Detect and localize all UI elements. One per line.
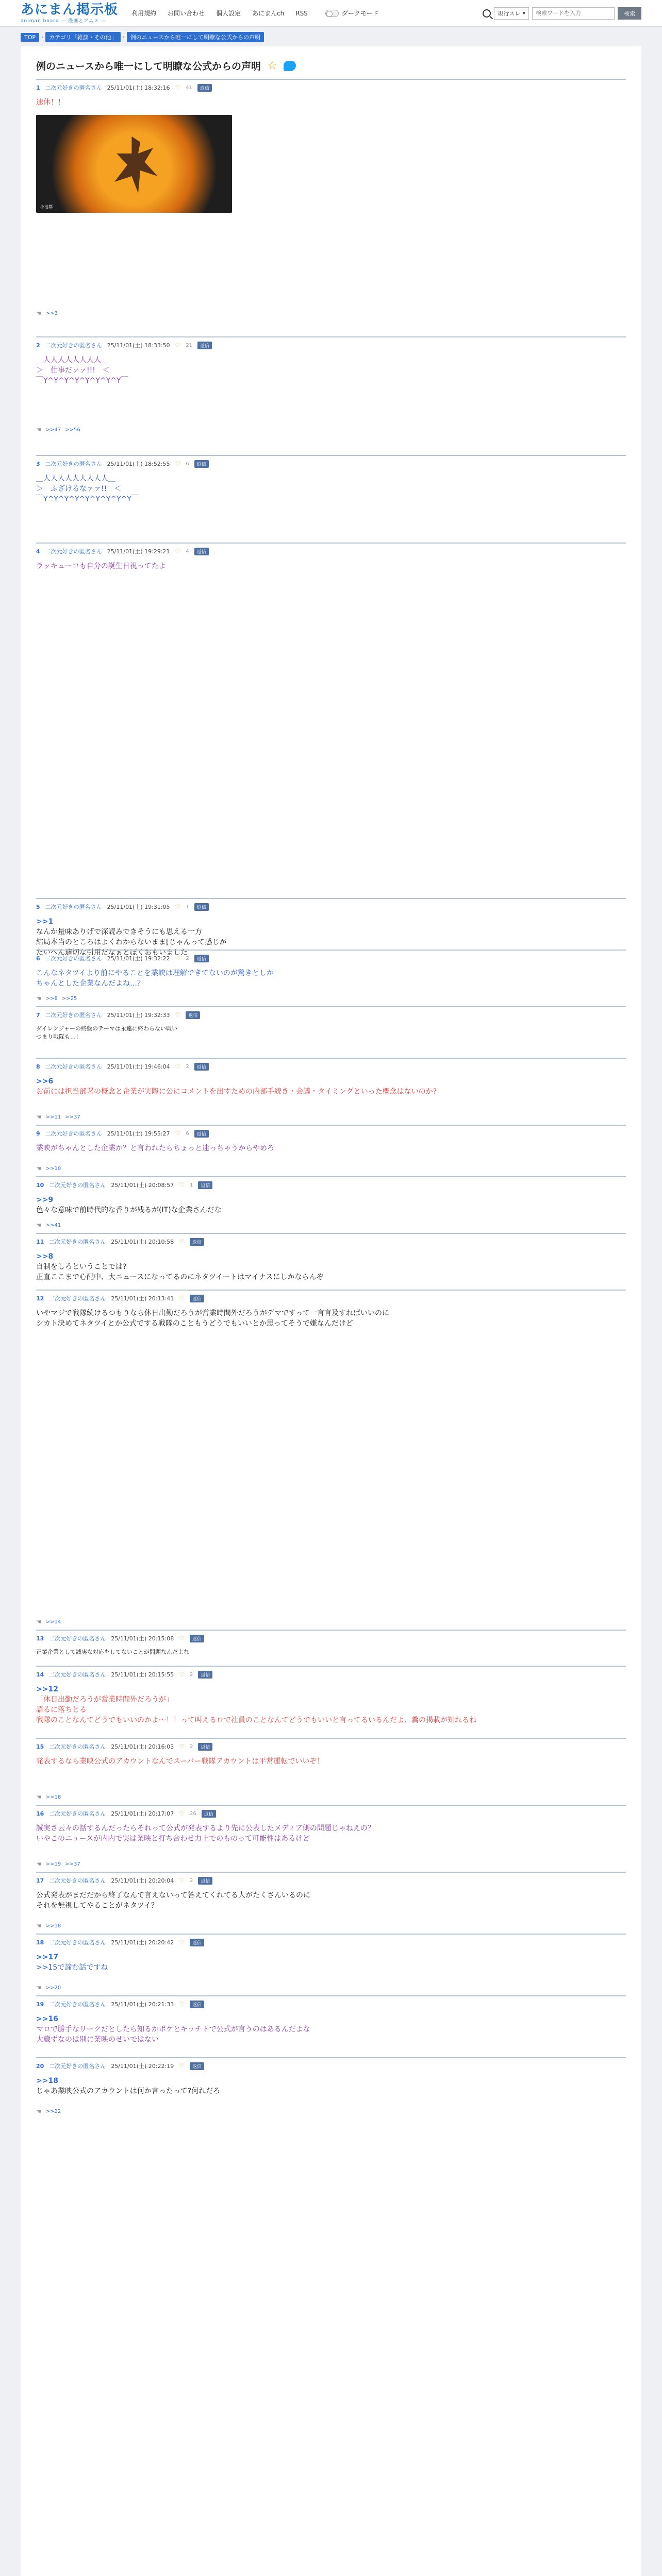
post-footer [36, 1860, 80, 1868]
like-count: 1 [189, 1182, 193, 1188]
hand-pointer-icon: ☚ [36, 1922, 42, 1929]
reply-anchor-link[interactable]: >>37 [65, 1861, 80, 1867]
post-body [36, 1138, 626, 1154]
like-heart-icon[interactable]: ♡ [175, 1011, 181, 1019]
post-body [36, 1071, 626, 1097]
post [36, 1006, 626, 1058]
like-heart-icon[interactable]: ♡ [175, 1130, 181, 1137]
like-heart-icon[interactable]: ♡ [179, 2001, 185, 2008]
poster-name: 二次元好きの匿名さん [49, 1635, 106, 1642]
post-text-line: ダイレンジャーの終盤のテーマは永遠に終わらない戦い [36, 1025, 178, 1032]
poster-name: 二次元好きの匿名さん [45, 461, 102, 467]
post-number[interactable]: 20 [36, 2062, 44, 2070]
poster-name: 二次元好きの匿名さん [45, 548, 102, 555]
post-body [36, 1818, 626, 1844]
post-date: 25/11/01(土) 18:32:16 [107, 84, 170, 91]
post-text-line: ￣Y^Y^Y^Y^Y^Y^Y^Y^Y￣ [36, 495, 139, 503]
like-heart-icon[interactable]: ♡ [175, 342, 181, 349]
anchor-link[interactable]: >>12 [36, 1685, 58, 1693]
post-number[interactable]: 5 [36, 903, 40, 910]
post-header [36, 1938, 626, 1947]
post-footer [36, 1922, 61, 1929]
post-number[interactable]: 2 [36, 342, 40, 349]
reply-anchor-link[interactable]: >>20 [45, 1985, 61, 1991]
post-body [36, 963, 626, 989]
like-heart-icon[interactable]: ♡ [179, 1295, 185, 1302]
reply-button[interactable]: 返信 [194, 903, 209, 911]
post-date: 25/11/01(土) 19:46:04 [107, 1063, 170, 1070]
reply-button[interactable]: 返信 [194, 548, 209, 555]
post [36, 2057, 626, 2119]
post-number[interactable]: 15 [36, 1743, 44, 1750]
post-date: 25/11/01(土) 19:31:05 [107, 904, 170, 910]
hand-pointer-icon: ☚ [36, 1113, 42, 1121]
post-footer [36, 1618, 61, 1625]
post-text-line: 正直ここまで心配中、大ニュースになってるのにネタツイートはマイナスにしかならんぞ [36, 1273, 324, 1281]
post-date: 25/11/01(土) 20:10:58 [111, 1239, 174, 1245]
poster-name: 二次元好きの匿名さん [45, 84, 102, 91]
post [36, 1666, 626, 1738]
post-footer [36, 426, 80, 433]
reply-anchor-link[interactable]: >>22 [45, 2108, 61, 2114]
post-header [36, 459, 626, 468]
post-footer [36, 1984, 61, 1991]
poster-name: 二次元好きの匿名さん [49, 2001, 106, 2008]
search-icon [483, 9, 491, 18]
favorite-star-icon[interactable]: ☆ [267, 59, 277, 72]
post-text-line: 戦隊のことなんてどうでもいいのかよ～！！って叫えるロで社員のことなんてどうでもいいと言ってるいるんだよ、糞の掲載が知れるね [36, 1716, 476, 1724]
anchor-link[interactable]: >>18 [36, 2077, 58, 2085]
post-footer [36, 1793, 61, 1801]
breadcrumb-top[interactable]: TOP [21, 33, 39, 42]
like-count: 2 [186, 955, 189, 961]
post-text-line: シカト決めてネタツイとか公式でする戦隊のこともうどうでもいいとか思ってそうで嫌なんだけど [36, 1319, 353, 1328]
post-number[interactable]: 3 [36, 460, 40, 467]
post-text-line: ＿人人人人人人人人＿ [36, 356, 108, 364]
post [36, 950, 626, 1006]
reply-button[interactable]: 返信 [194, 1063, 209, 1071]
anchor-link[interactable]: >>8 [36, 1252, 54, 1261]
post-text-line: 公式発表がまだだから終了なんて言えないって答えてくれてる人がたくさんいるのに [36, 1891, 310, 1900]
post-number[interactable]: 16 [36, 1810, 44, 1817]
post-text-line: マロで勝手なリークだとしたら知るかボケとキッチトで公式が言うのはあるんだよな [36, 2025, 310, 2033]
reply-anchor-link[interactable]: >>8 [45, 995, 58, 1002]
like-heart-icon[interactable]: ♡ [175, 548, 181, 555]
like-heart-icon[interactable]: ♡ [179, 1181, 185, 1189]
post-text-line: 誠実さ云々の話するんだったらそれって公式が発表するより先に公表したメディア側の問題じゃねえの？ [36, 1824, 375, 1833]
post [36, 1805, 626, 1872]
post-date: 25/11/01(土) 19:32:22 [107, 955, 170, 962]
post-text-line: たいへん適切な引用だなぁとぼくおもいました [36, 948, 188, 957]
post-footer [36, 995, 77, 1002]
post [36, 1176, 626, 1233]
hand-pointer-icon: ☚ [36, 1222, 42, 1229]
hand-pointer-icon: ☚ [36, 310, 42, 317]
like-count: 6 [186, 1130, 189, 1137]
hand-pointer-icon: ☚ [36, 426, 42, 433]
post-text-line: なんか量味ありげで深読みできそうにも思える一方 [36, 928, 202, 936]
like-count: 2 [189, 1877, 193, 1884]
search-scope-select[interactable] [494, 7, 529, 20]
post-date: 25/11/01(土) 19:29:21 [107, 548, 170, 555]
breadcrumb [0, 27, 662, 42]
post-header [36, 1237, 626, 1246]
post-header [36, 1129, 626, 1138]
post-header [36, 1999, 626, 2009]
reply-button[interactable]: 返信 [197, 84, 212, 92]
nav-rss[interactable]: RSS [295, 9, 308, 17]
reply-button[interactable]: 返信 [197, 342, 212, 349]
like-heart-icon[interactable]: ♡ [179, 1810, 185, 1817]
reply-button[interactable]: 返信 [190, 1238, 204, 1246]
post-text-line: それを無視してやることがネタツイ？ [36, 1902, 158, 1910]
post-text-line: ￣Y^Y^Y^Y^Y^Y^Y^Y￣ [36, 377, 128, 385]
post-date: 25/11/01(土) 20:13:41 [111, 1295, 174, 1302]
poster-name: 二次元好きの匿名さん [49, 1182, 106, 1189]
reply-anchor-link[interactable]: >>19 [45, 1861, 61, 1867]
reply-button[interactable]: 返信 [198, 1671, 212, 1679]
post [36, 543, 626, 898]
post-number[interactable]: 6 [36, 955, 40, 962]
like-count: 26 [189, 1810, 196, 1817]
thread-panel [21, 46, 641, 2576]
like-count: 6 [186, 461, 189, 467]
like-heart-icon[interactable]: ♡ [175, 84, 181, 91]
post [36, 79, 626, 321]
post-date: 25/11/01(土) 20:22:19 [111, 2063, 174, 2070]
post-body [36, 1643, 626, 1656]
reply-button[interactable]: 返信 [190, 1635, 204, 1642]
post-body [36, 556, 626, 571]
post-text-line: 自制をしろということでは? [36, 1263, 127, 1271]
breadcrumb-separator-icon: › [122, 34, 125, 40]
post-number[interactable]: 17 [36, 1877, 44, 1884]
reply-anchor-link[interactable]: >>18 [45, 1923, 61, 1929]
breadcrumb-separator-icon: › [41, 34, 44, 40]
post-date: 25/11/01(土) 19:32:33 [107, 1012, 170, 1019]
post-text-line: こんなネタツイより前にやることを業峡は理解できてないのが驚きとしか [36, 969, 274, 977]
post-header [36, 1670, 626, 1679]
reply-anchor-link[interactable]: >>14 [45, 1619, 61, 1625]
poster-name: 二次元好きの匿名さん [49, 1295, 106, 1302]
reply-button[interactable]: 返信 [202, 1810, 216, 1818]
post-header [36, 902, 626, 911]
post-date: 25/11/01(土) 20:21:33 [111, 2001, 174, 2008]
post-number[interactable]: 7 [36, 1011, 40, 1019]
post [36, 1058, 626, 1125]
post-header [36, 1876, 626, 1885]
nav-terms[interactable]: 利用規約 [131, 10, 157, 17]
poster-name: 二次元好きの匿名さん [49, 1239, 106, 1245]
post-body [36, 1751, 626, 1767]
poster-name: 二次元好きの匿名さん [45, 1012, 102, 1019]
post-number[interactable]: 14 [36, 1671, 44, 1678]
post-text-line: じゃあ業映公式のアカウントは何か言ったって?何れだろ [36, 2087, 221, 2095]
site-header [0, 0, 662, 27]
post-body [36, 92, 626, 108]
post-text-line: 大蔵ずなのは別に業映のせいではない [36, 2036, 159, 2044]
post-date: 25/11/01(土) 20:20:42 [111, 1939, 174, 1946]
post-body [36, 1190, 626, 1215]
post-number[interactable]: 1 [36, 84, 40, 91]
post-header [36, 1010, 626, 1020]
post-footer [36, 1165, 61, 1172]
chevron-down-icon: ▾ [522, 10, 525, 16]
post-number[interactable]: 4 [36, 548, 40, 555]
post-header [36, 1180, 626, 1190]
hand-pointer-icon: ☚ [36, 1860, 42, 1868]
post-number[interactable]: 19 [36, 2001, 44, 2008]
logo-text[interactable]: あにまん掲示板 [21, 2, 119, 18]
reply-button[interactable]: 返信 [194, 1130, 209, 1138]
poster-name: 二次元好きの匿名さん [45, 342, 102, 349]
anchor-link[interactable]: >>9 [36, 1196, 54, 1204]
post-date: 25/11/01(土) 20:15:08 [111, 1635, 174, 1642]
post-body [36, 2071, 626, 2096]
post-header [36, 1634, 626, 1643]
post-text-line: お前には担当部署の概念と企業が実際に公にコメントを出すための内部手続き・会議・タイミングといった概念はないのか? [36, 1088, 437, 1096]
reply-button[interactable]: 返信 [198, 1877, 212, 1885]
like-count: 2 [189, 1743, 193, 1750]
reply-anchor-link[interactable]: >>18 [45, 1794, 61, 1800]
post-text-line: 業映がちゃんとした企業か？と言われたらちょっと迷っちゃうからやめろ [36, 1144, 274, 1153]
image-caption: 小池都 [40, 205, 53, 209]
reply-anchor-link[interactable]: >>47 [45, 427, 61, 433]
like-count: 21 [186, 342, 193, 348]
post-header [36, 1294, 626, 1303]
search-area [483, 7, 641, 20]
like-heart-icon[interactable]: ♡ [175, 1063, 181, 1070]
post-header [36, 341, 626, 350]
reply-button[interactable]: 返信 [194, 955, 209, 962]
post [36, 1872, 626, 1934]
post-text-line: いやマジで戦隊続けるつもりなら休日出勤だろうが営業時間外だろうがデマですって一言言及すればいいのに [36, 1309, 390, 1317]
post [36, 455, 626, 543]
post [36, 1125, 626, 1176]
post-body [36, 1885, 626, 1911]
post-text-line: つまり戦隊も…！ [36, 1033, 81, 1040]
site-logo[interactable] [21, 3, 118, 24]
post-text-line: ＿人人人人人人人人人＿ [36, 474, 115, 483]
anchor-link[interactable]: >>17 [36, 1953, 58, 1961]
poster-name: 二次元好きの匿名さん [49, 1939, 106, 1946]
like-count: 4 [186, 548, 189, 554]
reply-anchor-link[interactable]: >>37 [65, 1114, 80, 1120]
poster-name: 二次元好きの匿名さん [45, 904, 102, 910]
reply-button[interactable]: 返信 [190, 1939, 204, 1946]
reply-button[interactable]: 返信 [194, 460, 209, 468]
post-footer [36, 1113, 80, 1121]
post-image[interactable] [36, 115, 232, 213]
reply-anchor-link[interactable]: >>11 [45, 1114, 61, 1120]
like-heart-icon[interactable]: ♡ [175, 460, 181, 467]
top-nav [131, 9, 378, 18]
like-heart-icon[interactable]: ♡ [179, 1939, 185, 1946]
post-body [36, 468, 626, 504]
post-body [36, 1679, 626, 1725]
like-heart-icon[interactable]: ♡ [179, 1743, 185, 1750]
reply-button[interactable]: 返信 [198, 1181, 212, 1189]
poster-name: 二次元好きの匿名さん [49, 2063, 106, 2070]
like-heart-icon[interactable]: ♡ [175, 903, 181, 910]
post-header [36, 1809, 626, 1818]
like-heart-icon[interactable]: ♡ [179, 1877, 185, 1884]
toggle-switch-icon[interactable] [325, 10, 339, 17]
reply-anchor-link[interactable]: >>3 [45, 310, 58, 316]
post-body [36, 350, 626, 386]
post-header [36, 547, 626, 556]
logo-subtext: animan board ― 漫画とアニメ ― [21, 19, 106, 24]
post-text-line: 正業企業として誠実な対応をしてないことが問題なんだよな [36, 1649, 189, 1655]
post-body [36, 2009, 626, 2045]
like-count: 2 [186, 1063, 189, 1070]
hand-pointer-icon: ☚ [36, 2108, 42, 2115]
post [36, 1934, 626, 1995]
post-date: 25/11/01(土) 18:33:50 [107, 342, 170, 349]
post-text-line: いやこのニュースが内内で実は業映と打ち合わせ力上でのものって可能性はあるけど [36, 1835, 310, 1843]
search-scope-value: 現行スレ [498, 10, 521, 17]
post [36, 1233, 626, 1290]
post-text-line: 語るに落ちとる [36, 1706, 87, 1714]
breadcrumb-thread[interactable]: 例のニュースから唯一にして明瞭な公式からの声明 [127, 32, 264, 42]
nav-contact[interactable]: お問い合わせ [168, 10, 205, 17]
post [36, 1630, 626, 1666]
search-button[interactable]: 検索 [618, 7, 641, 20]
reply-button[interactable]: 返信 [186, 1011, 200, 1019]
anchor-link[interactable]: >>1 [36, 918, 54, 926]
hand-pointer-icon: ☚ [36, 1793, 42, 1801]
post [36, 898, 626, 957]
dark-mode-label: ダークモード [341, 10, 379, 17]
like-heart-icon[interactable]: ♡ [179, 1671, 185, 1678]
hand-pointer-icon: ☚ [36, 1165, 42, 1172]
post-text-line: 「休日出勤だろうが営業時間外だろうが」 [36, 1696, 173, 1704]
post-header [36, 1742, 626, 1751]
post-body [36, 1303, 626, 1329]
post-number[interactable]: 10 [36, 1181, 44, 1189]
poster-name: 二次元好きの匿名さん [45, 955, 102, 962]
nav-settings[interactable]: 個人設定 [216, 10, 241, 17]
search-input[interactable] [532, 7, 615, 20]
post-date: 25/11/01(土) 19:55:27 [107, 1130, 170, 1137]
poster-name: 二次元好きの匿名さん [45, 1130, 102, 1137]
poster-name: 二次元好きの匿名さん [49, 1810, 106, 1817]
thread-title-row [36, 57, 626, 79]
post-text-line: ラッキューロも自分の誕生日祝ってたよ [36, 562, 166, 570]
post-text-line: >>15で諦む話ですね [36, 1963, 108, 1972]
hand-pointer-icon: ☚ [36, 1618, 42, 1625]
anchor-link[interactable]: >>6 [36, 1077, 54, 1086]
twitter-share-icon[interactable] [284, 61, 296, 71]
reply-button[interactable]: 返信 [190, 2062, 204, 2070]
like-count: 2 [189, 1671, 193, 1677]
reply-anchor-link[interactable]: >>56 [65, 427, 80, 433]
post [36, 1290, 626, 1630]
post-body [36, 1246, 626, 1282]
post-text-line: 色々な意味で前時代的な香りが残るが(IT)な企業さんだな [36, 1206, 222, 1214]
post-text-line: 結局本当のところはよくわからないまま[じゃんって感じが [36, 938, 227, 946]
post-body [36, 1020, 626, 1041]
post-text-line: ちゃんとした企業なんだよね…？ [36, 979, 144, 988]
post-date: 25/11/01(土) 20:17:07 [111, 1810, 174, 1817]
post-text-line: ＞ 仕事だァァ!!! ＜ [36, 366, 110, 375]
like-count: 41 [186, 84, 193, 91]
reply-button[interactable]: 返信 [190, 1295, 204, 1302]
anchor-link[interactable]: >>16 [36, 2015, 58, 2023]
reply-button[interactable]: 返信 [190, 2001, 204, 2008]
post-number[interactable]: 11 [36, 1238, 44, 1245]
post-date: 25/11/01(土) 20:20:04 [111, 1877, 174, 1884]
post [36, 336, 626, 437]
hand-pointer-icon: ☚ [36, 995, 42, 1002]
poster-name: 二次元好きの匿名さん [49, 1671, 106, 1678]
post-footer [36, 1222, 61, 1229]
like-count: 1 [186, 904, 189, 910]
post-header [36, 2061, 626, 2071]
post-number[interactable]: 12 [36, 1295, 44, 1302]
post-header [36, 954, 626, 963]
reply-button[interactable]: 返信 [198, 1743, 212, 1751]
reply-anchor-link[interactable]: >>41 [45, 1222, 61, 1228]
post-footer [36, 310, 58, 317]
dark-mode-toggle[interactable] [325, 9, 379, 18]
poster-name: 二次元好きの匿名さん [49, 1877, 106, 1884]
post-text-line: ＞ ふざけるなァァ!! ＜ [36, 485, 122, 493]
poster-name: 二次元好きの匿名さん [49, 1743, 106, 1750]
poster-name: 二次元好きの匿名さん [45, 1063, 102, 1070]
post-text-line: 速休！！ [36, 98, 65, 107]
reply-anchor-link[interactable]: >>10 [45, 1165, 61, 1172]
like-heart-icon[interactable]: ♡ [179, 1238, 185, 1245]
post-body [36, 1947, 626, 1973]
post-footer [36, 2108, 61, 2115]
post-date: 25/11/01(土) 20:15:55 [111, 1671, 174, 1678]
post-number[interactable]: 8 [36, 1063, 40, 1070]
post-date: 25/11/01(土) 20:16:03 [111, 1743, 174, 1750]
breadcrumb-category[interactable]: カテゴリ「雑談・その他」 [45, 32, 121, 42]
post-number[interactable]: 13 [36, 1635, 44, 1642]
post-date: 25/11/01(土) 18:52:55 [107, 461, 170, 467]
post-header [36, 1062, 626, 1071]
post-header [36, 83, 626, 92]
post-text-line: 発表するなら業映公式のアカウントなんでスーパー戦隊アカウントは平常運転でいいぞ！ [36, 1757, 324, 1766]
like-heart-icon[interactable]: ♡ [179, 1635, 185, 1642]
post-number[interactable]: 18 [36, 1939, 44, 1946]
reply-anchor-link[interactable]: >>25 [61, 995, 77, 1002]
like-heart-icon[interactable]: ♡ [175, 955, 181, 962]
post-number[interactable]: 9 [36, 1130, 40, 1137]
hand-pointer-icon: ☚ [36, 1984, 42, 1991]
thread-title: 例のニュースから唯一にして明瞭な公式からの声明 [36, 61, 261, 72]
nav-animanch[interactable]: あにまんch [252, 10, 285, 17]
post-date: 25/11/01(土) 20:08:57 [111, 1182, 174, 1189]
like-heart-icon[interactable]: ♡ [179, 2062, 185, 2070]
post [36, 1738, 626, 1805]
post [36, 1995, 626, 2057]
